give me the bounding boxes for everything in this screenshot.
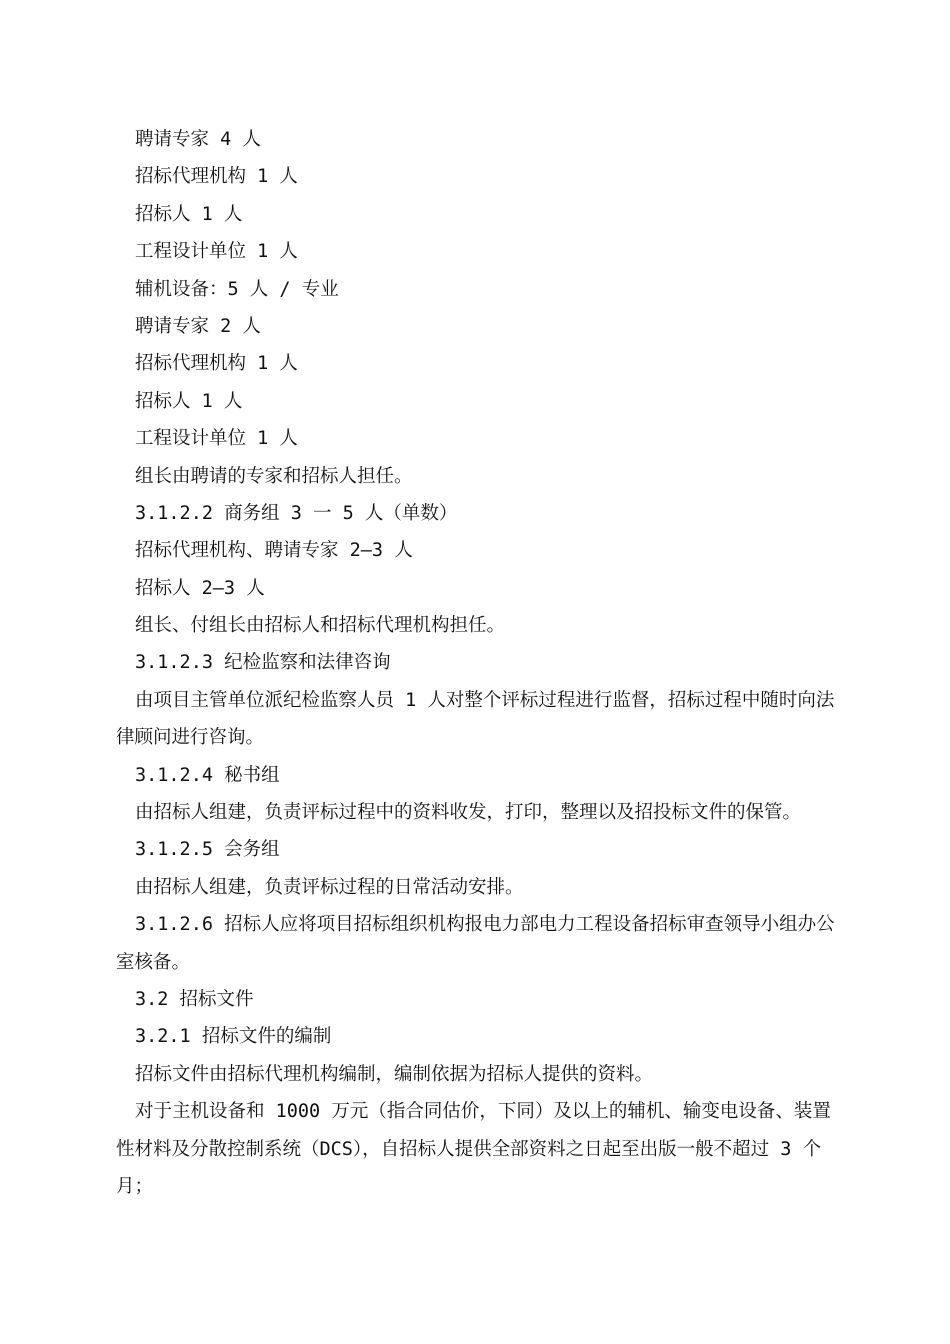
- section-heading: 3.1.2.2 商务组 3 一 5 人（单数）: [135, 502, 458, 524]
- text-line: 工程设计单位 1 人: [135, 241, 298, 263]
- text-line: 组长、付组长由招标人和招标代理机构担任。: [135, 615, 506, 637]
- text-line: 工程设计单位 1 人: [135, 428, 298, 450]
- paragraph: 3.1.2.6 招标人应将项目招标组织机构报电力部电力工程设备招标审查领导小组办公室核备。: [116, 914, 835, 973]
- paragraph: 对于主机设备和 1000 万元（指合同估价，下同）及以上的辅机、输变电设备、装置性材料及分散控制系统（DCS），自招标人提供全部资料之日起至出版一般不超过 3 个月；: [116, 1101, 831, 1197]
- text-line: 招标人 1 人: [135, 203, 243, 225]
- section-heading: 3.2.1 招标文件的编制: [135, 1026, 332, 1048]
- section-heading: 3.1.2.3 纪检监察和法律咨询: [135, 652, 391, 674]
- text-line: 聘请专家 2 人: [135, 315, 261, 337]
- section-heading: 3.1.2.5 会务组: [135, 839, 280, 861]
- section-heading: 3.1.2.4 秘书组: [135, 764, 280, 786]
- paragraph: 由项目主管单位派纪检监察人员 1 人对整个评标过程进行监督，招标过程中随时向法律顾问进行咨询。: [116, 689, 835, 749]
- text-line: 招标代理机构 1 人: [135, 353, 298, 375]
- text-line: 招标人 1 人: [135, 390, 243, 412]
- text-line: 由招标人组建，负责评标过程中的资料收发，打印，整理以及招投标文件的保管。: [135, 802, 802, 824]
- text-line: 聘请专家 4 人: [135, 129, 261, 150]
- text-line: 由招标人组建，负责评标过程的日常活动安排。: [135, 876, 524, 898]
- text-line: 组长由聘请的专家和招标人担任。: [135, 465, 413, 487]
- document-body: [116, 121, 846, 1205]
- text-line: 招标人 2—3 人: [135, 577, 265, 599]
- text-line: 招标文件由招标代理机构编制，编制依据为招标人提供的资料。: [135, 1063, 654, 1085]
- text-line: 招标代理机构 1 人: [135, 166, 298, 188]
- text-line: 招标代理机构、聘请专家 2—3 人: [135, 540, 413, 562]
- section-heading: 3.2 招标文件: [135, 989, 254, 1011]
- text-line: 辅机设备：5 人 / 专业: [135, 278, 339, 300]
